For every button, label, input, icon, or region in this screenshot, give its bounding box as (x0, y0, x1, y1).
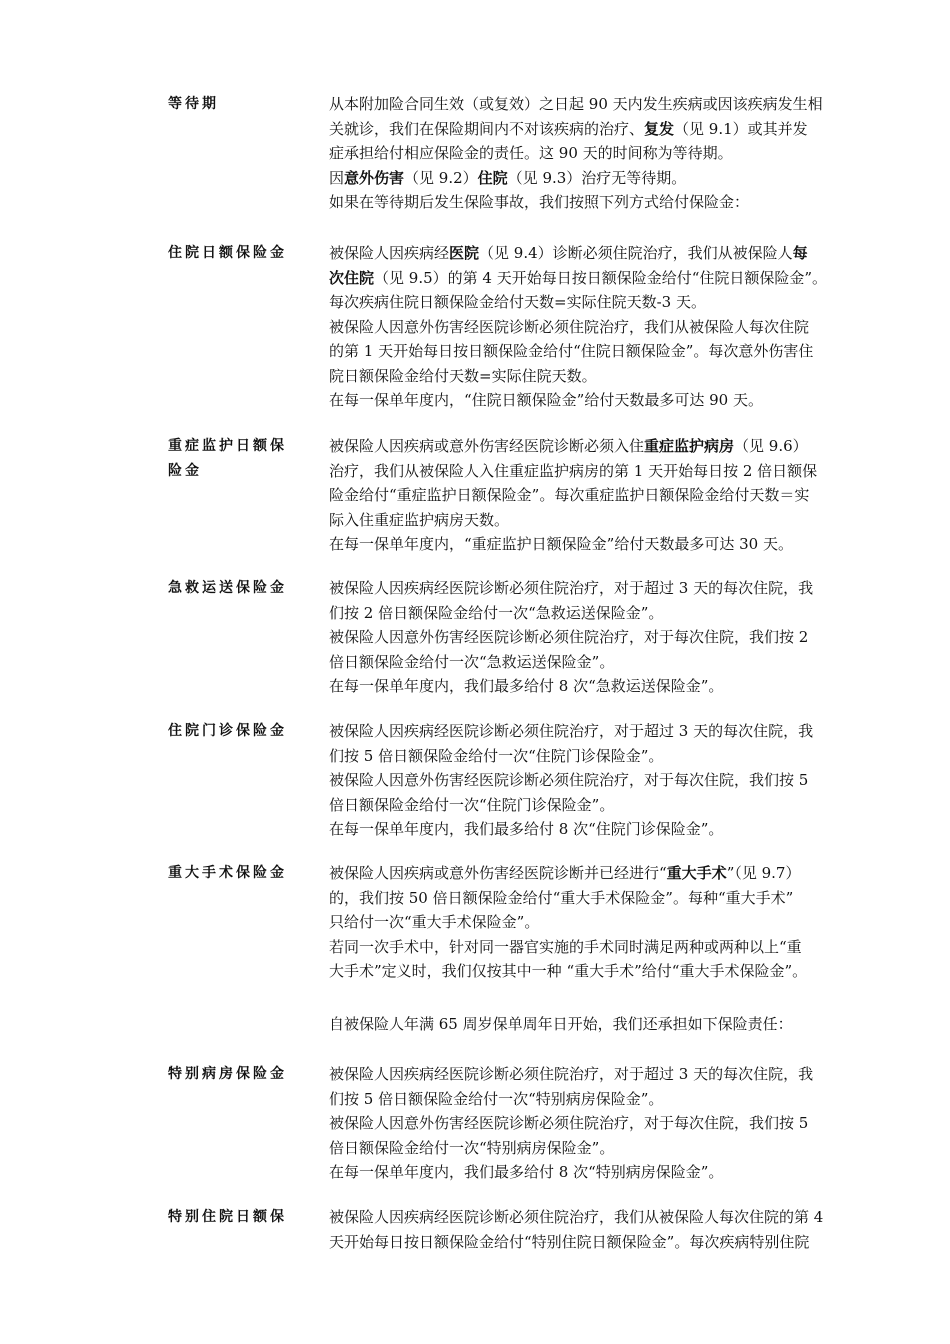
section-body (329, 861, 874, 984)
text-line: 倍日额保险金给付一次“急救运送保险金”。 (329, 652, 615, 671)
text-line: 症承担给付相应保险金的责任。这 90 天的时间称为等待期。 (329, 144, 733, 162)
text-line: 在每一保单年度内，我们最多给付 8 次“急救运送保险金”。 (329, 677, 724, 695)
text-line: 倍日额保险金给付一次“特别病房保险金”。 (329, 1138, 615, 1157)
text-line: 大手术”定义时，我们仅按其中一种 “重大手术”给付“重大手术保险金”。 (329, 962, 808, 980)
text-line: 倍日额保险金给付一次“住院门诊保险金”。 (329, 795, 615, 814)
text-line: 自被保险人年满 65 周岁保单周年日开始，我们还承担如下保险责任： (329, 1015, 793, 1033)
section-body (329, 576, 874, 699)
text-line: 在每一保单年度内，“重症监护日额保险金”给付天数最多可达 30 天。 (329, 535, 793, 553)
section-body (329, 719, 874, 842)
text-line: 天开始每日按日额保险金给付“特别住院日额保险金”。每次疾病特别住院 (329, 1232, 810, 1251)
section-body (329, 92, 874, 215)
section-term: 特别病房保险金 (168, 1066, 287, 1082)
section-body (329, 1012, 874, 1037)
section-term: 急救运送保险金 (168, 580, 287, 596)
text-line: 被保险人因意外伤害经医院诊断必须住院治疗，对于每次住院，我们按 2 (329, 628, 809, 646)
text-line: 关就诊，我们在保险期间内不对该疾病的治疗、复发（见 9.1）或其并发 (329, 119, 808, 138)
section-term: 重大手术保险金 (168, 865, 287, 881)
text-line: 险金给付“重症监护日额保险金”。每次重症监护日额保险金给付天数＝实 (329, 486, 810, 504)
section-term: 住院门诊保险金 (168, 723, 287, 739)
text-line: 们按 5 倍日额保险金给付一次“住院门诊保险金”。 (329, 746, 664, 765)
text-line: 被保险人因疾病经医院诊断必须住院治疗，对于超过 3 天的每次住院，我 (329, 1065, 814, 1083)
text-line: 若同一次手术中，针对同一器官实施的手术同时满足两种或两种以上“重 (329, 937, 802, 956)
text-line: 院日额保险金给付天数=实际住院天数。 (329, 366, 597, 385)
text-line: 被保险人因意外伤害经医院诊断必须住院治疗，对于每次住院，我们按 5 (329, 771, 809, 789)
text-line: 在每一保单年度内，“住院日额保险金”给付天数最多可达 90 天。 (329, 391, 763, 409)
text-line: 被保险人因疾病或意外伤害经医院诊断必须入住重症监护病房（见 9.6） (329, 437, 808, 455)
text-line: 被保险人因疾病经医院诊断必须住院治疗，对于超过 3 天的每次住院，我 (329, 579, 814, 597)
text-line: 因意外伤害（见 9.2）住院（见 9.3）治疗无等待期。 (329, 168, 687, 187)
text-line: 的，我们按 50 倍日额保险金给付“重大手术保险金”。每种“重大手术” (329, 888, 794, 907)
text-line: 在每一保单年度内，我们最多给付 8 次“住院门诊保险金”。 (329, 820, 724, 838)
text-line: 如果在等待期后发生保险事故，我们按照下列方式给付保险金： (329, 193, 750, 211)
text-line: 每次疾病住院日额保险金给付天数=实际住院天数-3 天。 (329, 293, 706, 311)
text-line: 次住院（见 9.5）的第 4 天开始每日按日额保险金给付“住院日额保险金”。 (329, 268, 828, 287)
section-term: 住院日额保险金 (168, 245, 287, 261)
text-line: 只给付一次“重大手术保险金”。 (329, 913, 540, 931)
text-line: 被保险人因疾病经医院（见 9.4）诊断必须住院治疗，我们从被保险人每 (329, 244, 808, 262)
text-line: 被保险人因疾病经医院诊断必须住院治疗，对于超过 3 天的每次住院，我 (329, 722, 814, 740)
text-line: 的第 1 天开始每日按日额保险金给付“住院日额保险金”。每次意外伤害住 (329, 342, 814, 360)
section-body (329, 241, 874, 413)
section-term: 特别住院日额保 (168, 1209, 287, 1225)
text-line: 治疗，我们从被保险人入住重症监护病房的第 1 天开始每日按 2 倍日额保 (329, 461, 818, 480)
section-term: 等待期 (168, 96, 219, 112)
section-body (329, 434, 874, 557)
text-line: 被保险人因意外伤害经医院诊断必须住院治疗，对于每次住院，我们按 5 (329, 1114, 809, 1132)
text-line: 被保险人因疾病经医院诊断必须住院治疗，我们从被保险人每次住院的第 4 (329, 1208, 824, 1226)
section-body (329, 1205, 874, 1254)
text-line: 被保险人因疾病或意外伤害经医院诊断并已经进行“重大手术”（见 9.7） (329, 864, 801, 882)
text-line: 被保险人因意外伤害经医院诊断必须住院治疗，我们从被保险人每次住院 (329, 317, 810, 336)
text-line: 际入住重症监护病房天数。 (329, 510, 510, 529)
section-body (329, 1062, 874, 1185)
text-line: 们按 2 倍日额保险金给付一次“急救运送保险金”。 (329, 603, 664, 622)
section-term: 重症监护日额保险金 (168, 438, 287, 479)
text-line: 们按 5 倍日额保险金给付一次“特别病房保险金”。 (329, 1089, 664, 1108)
text-line: 在每一保单年度内，我们最多给付 8 次“特别病房保险金”。 (329, 1163, 724, 1181)
text-line: 从本附加险合同生效（或复效）之日起 90 天内发生疾病或因该疾病发生相 (329, 95, 823, 113)
